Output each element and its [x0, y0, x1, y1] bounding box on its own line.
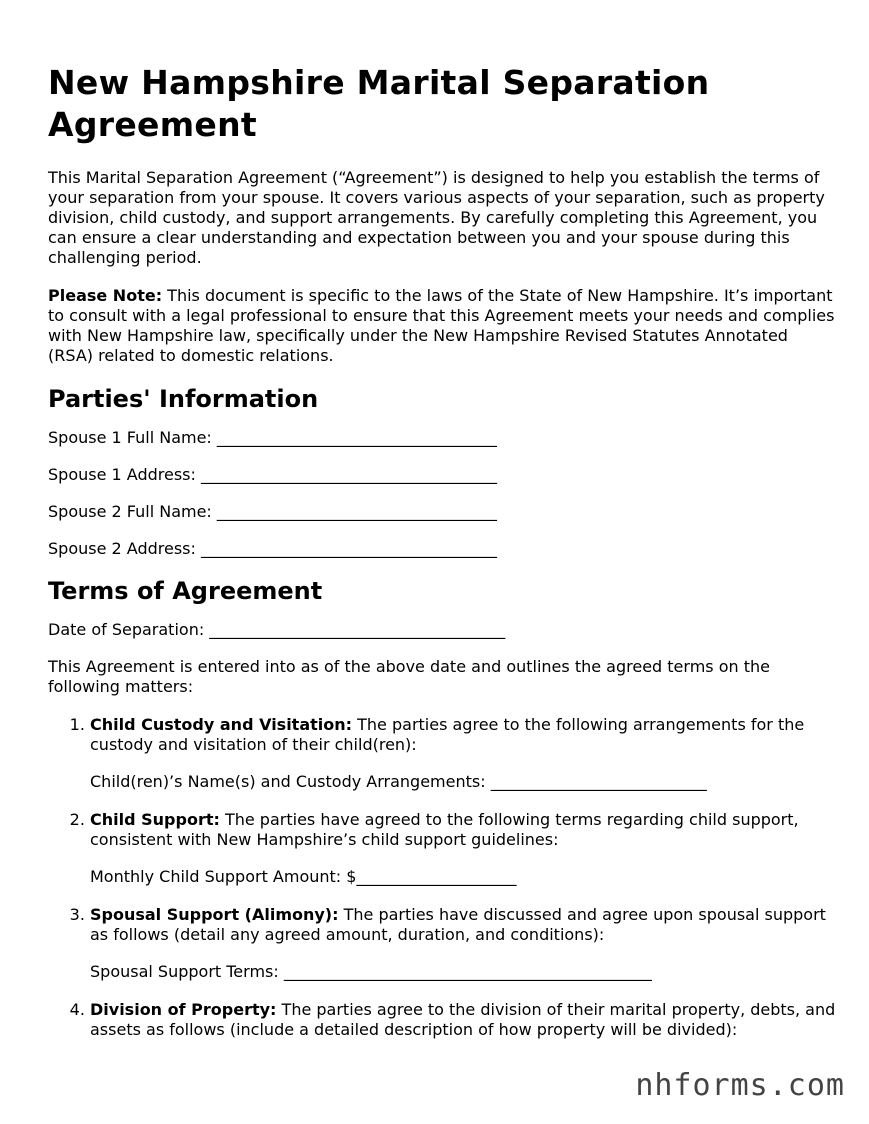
spouse1-address-field[interactable]: Spouse 1 Address: _____________________________________	[48, 465, 497, 484]
note-paragraph	[48, 286, 838, 366]
note-text: This document is specific to the laws of the State of New Hampshire. It’s important to consult with a legal professional to ensure that this Agreement meets your needs and complies with New Hampshire law, specifically under the New Hampshire Revised Statutes Annotated (RSA) related to domestic relations.	[48, 286, 835, 365]
custody-arrangements-field[interactable]: Child(ren)’s Name(s) and Custody Arrangements: ___________________________	[90, 772, 707, 791]
terms-heading: Terms of Agreement	[48, 577, 323, 605]
list-item-child-custody	[90, 715, 838, 792]
date-of-separation-field[interactable]: Date of Separation: _____________________________________	[48, 620, 506, 639]
note-label: Please Note:	[48, 286, 163, 305]
item-text: The parties have agreed to the following terms regarding child support, consistent with New Hampshire’s child support guidelines:	[90, 810, 799, 849]
item-text: The parties agree to the following arrangements for the custody and visitation of their child(ren):	[90, 715, 805, 754]
spouse1-name-field[interactable]: Spouse 1 Full Name: ___________________________________	[48, 428, 497, 447]
list-item-division-of-property	[90, 1000, 838, 1040]
spousal-support-terms-field[interactable]: Spousal Support Terms: ______________________________________________	[90, 962, 652, 981]
item-label: Spousal Support (Alimony):	[90, 905, 339, 924]
terms-intro: This Agreement is entered into as of the above date and outlines the agreed terms on the following matters:	[48, 657, 770, 696]
item-text: The parties agree to the division of their marital property, debts, and assets as follows (include a detailed description of how property will be divided):	[90, 1000, 836, 1039]
intro-paragraph: This Marital Separation Agreement (“Agreement”) is designed to help you establish the terms of your separation from your spouse. It covers various aspects of your separation, such as property division, child custody, and support arrangements. By carefully completing this Agreement, you can ensure a clear understanding and expectation between you and your spouse during this challenging period.	[48, 168, 825, 267]
spouse2-address-field[interactable]: Spouse 2 Address: _____________________________________	[48, 539, 497, 558]
list-item-child-support	[90, 810, 838, 887]
item-label: Child Custody and Visitation:	[90, 715, 353, 734]
document-page	[48, 62, 838, 1058]
list-item-spousal-support	[90, 905, 838, 982]
document-title: New Hampshire Marital Separation Agreement	[48, 63, 710, 144]
item-label: Child Support:	[90, 810, 220, 829]
parties-heading: Parties' Information	[48, 385, 319, 413]
site-watermark: nhforms.com	[635, 1068, 845, 1103]
spouse2-name-field[interactable]: Spouse 2 Full Name: ___________________________________	[48, 502, 497, 521]
item-label: Division of Property:	[90, 1000, 277, 1019]
terms-list	[48, 715, 838, 1040]
child-support-amount-field[interactable]: Monthly Child Support Amount: $____________________	[90, 867, 517, 886]
item-text: The parties have discussed and agree upon spousal support as follows (detail any agreed amount, duration, and conditions):	[90, 905, 826, 944]
